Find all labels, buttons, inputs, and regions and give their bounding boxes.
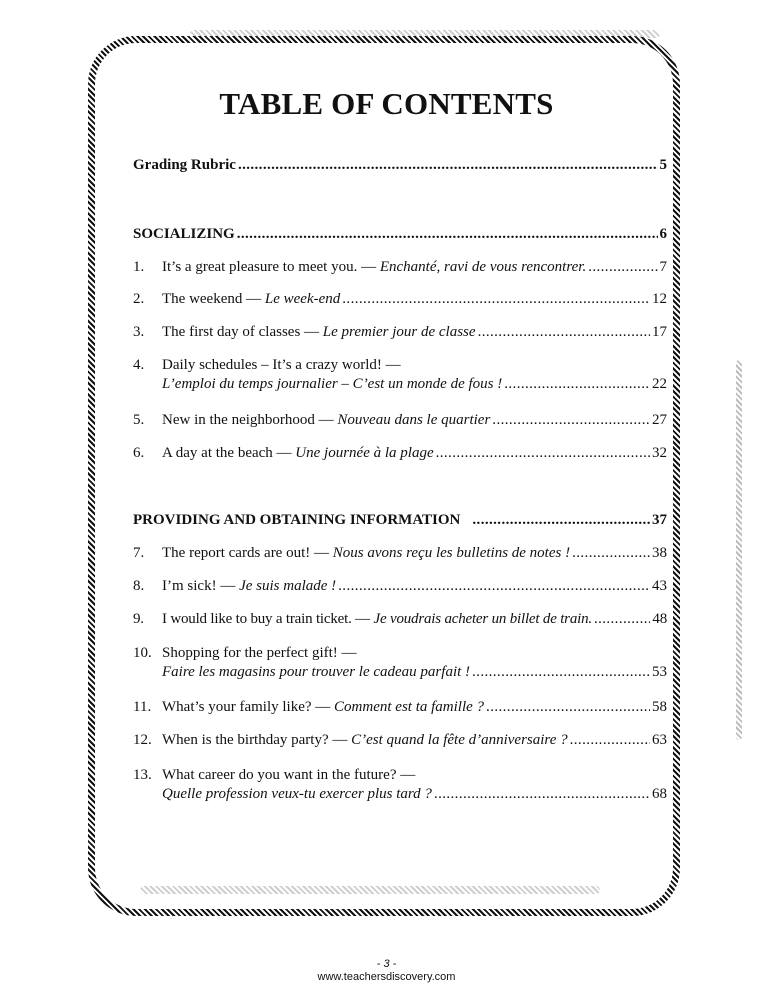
leader-dots — [237, 226, 658, 243]
toc-page-number: 53 — [652, 664, 667, 680]
entry-number: 6. — [133, 445, 145, 461]
entry-french: Comment est ta famille ? — [334, 699, 485, 715]
toc-page-number: 32 — [652, 445, 667, 461]
entry-english: I’m sick! — — [162, 578, 240, 594]
toc-page-number: 5 — [659, 157, 667, 173]
section-heading: SOCIALIZING — [133, 226, 235, 242]
entry-english: New in the neighborhood — — [162, 412, 338, 428]
entry-number: 12. — [133, 732, 152, 748]
toc-section-providing-information[interactable] — [133, 512, 667, 529]
toc-entry[interactable] — [133, 545, 667, 562]
leader-dots — [486, 699, 650, 716]
entry-french: Je voudrais acheter un billet de train. — [373, 611, 592, 627]
toc-entry-continuation[interactable] — [162, 664, 667, 681]
entry-number: 2. — [133, 291, 145, 307]
entry-number: 4. — [133, 357, 145, 373]
entry-number: 7. — [133, 545, 145, 561]
entry-french: Le week-end — [264, 291, 341, 307]
footer-page-number: - 3 - — [376, 958, 397, 970]
leader-dots — [238, 157, 658, 174]
entry-english: What’s your family like? — — [162, 699, 335, 715]
entry-french: Nous avons reçu les bulletins de notes ! — [332, 545, 571, 561]
entry-french: Le premier jour de classe — [322, 324, 476, 340]
entry-french: Une journée à la plage — [295, 445, 434, 461]
entry-english: It’s a great pleasure to meet you. — — [162, 259, 380, 275]
section-heading: PROVIDING AND OBTAINING INFORMATION — [133, 512, 461, 528]
toc-entry[interactable] — [133, 412, 667, 429]
leader-dots — [342, 291, 650, 308]
toc-entry[interactable] — [133, 445, 667, 462]
entry-number: 10. — [133, 645, 152, 661]
toc-entry-continuation[interactable] — [162, 376, 667, 393]
entry-number: 3. — [133, 324, 145, 340]
toc-page-number: 6 — [659, 226, 667, 242]
toc-entry[interactable] — [133, 357, 667, 374]
entry-number: 11. — [133, 699, 152, 715]
entry-french: Nouveau dans le quartier — [337, 412, 491, 428]
toc-page-number: 48 — [652, 611, 667, 627]
leader-dots — [472, 664, 650, 681]
entry-french: L’emploi du temps journalier – C’est un monde de fous ! — [162, 376, 503, 392]
entry-number: 13. — [133, 767, 152, 783]
decorative-right-stripe — [736, 360, 742, 740]
toc-page-number: 27 — [652, 412, 667, 428]
leader-dots — [472, 512, 650, 529]
toc-section-socializing[interactable] — [133, 226, 667, 243]
entry-english: The first day of classes — — [162, 324, 323, 340]
toc-entry[interactable] — [133, 732, 667, 749]
entry-number: 1. — [133, 259, 145, 275]
toc-entry[interactable] — [133, 645, 667, 662]
entry-english: I would like to buy a train ticket. — — [162, 611, 374, 627]
entry-english: The weekend — — [162, 291, 265, 307]
entry-english: The report cards are out! — — [162, 545, 333, 561]
toc-entry[interactable] — [133, 291, 667, 308]
toc-page-number: 12 — [652, 291, 667, 307]
toc-entry-continuation[interactable] — [162, 786, 667, 803]
entry-number: 5. — [133, 412, 145, 428]
decorative-bottom-stripe — [140, 886, 600, 894]
entry-number: 8. — [133, 578, 145, 594]
leader-dots — [572, 545, 650, 562]
leader-dots — [570, 732, 650, 749]
toc-page-number: 68 — [652, 786, 667, 802]
footer-url: www.teachersdiscovery.com — [317, 971, 456, 983]
entry-french: C’est quand la fête d’anniversaire ? — [351, 732, 568, 748]
toc-page-number: 58 — [652, 699, 667, 715]
entry-french: Enchanté, ravi de vous rencontrer. — [379, 259, 587, 275]
leader-dots — [492, 412, 650, 429]
entry-english: A day at the beach — — [162, 445, 296, 461]
toc-entry[interactable] — [133, 259, 667, 276]
leader-dots — [436, 445, 650, 462]
entry-french: Quelle profession veux-tu exercer plus tard ? — [162, 786, 432, 802]
toc-entry[interactable] — [133, 699, 667, 716]
toc-entry[interactable] — [133, 611, 667, 628]
leader-dots — [338, 578, 650, 595]
leader-dots — [588, 259, 657, 276]
leader-dots — [504, 376, 650, 393]
leader-dots — [434, 786, 650, 803]
toc-entry[interactable] — [133, 578, 667, 595]
toc-label: Grading Rubric — [133, 157, 236, 173]
entry-french: Faire les magasins pour trouver le cadeau parfait ! — [162, 664, 471, 680]
toc-page-number: 38 — [652, 545, 667, 561]
toc-page-number: 22 — [652, 376, 667, 392]
toc-page-number: 7 — [659, 259, 667, 275]
toc-page-number: 37 — [652, 512, 667, 528]
entry-english: Shopping for the perfect gift! — — [162, 645, 357, 661]
toc-entry[interactable] — [133, 767, 667, 784]
toc-page-number: 63 — [652, 732, 667, 748]
entry-english: Daily schedules – It’s a crazy world! — — [162, 357, 401, 373]
entry-english: What career do you want in the future? — — [162, 767, 416, 783]
entry-number: 9. — [133, 611, 144, 627]
toc-page-number: 17 — [652, 324, 667, 340]
leader-dots — [594, 611, 650, 628]
entry-english: When is the birthday party? — — [162, 732, 352, 748]
toc-page-number: 43 — [652, 578, 667, 594]
entry-french: Je suis malade ! — [239, 578, 337, 594]
page-title: TABLE OF CONTENTS — [219, 86, 554, 121]
toc-entry[interactable] — [133, 324, 667, 341]
toc-grading-rubric[interactable] — [133, 157, 667, 174]
leader-dots — [478, 324, 650, 341]
